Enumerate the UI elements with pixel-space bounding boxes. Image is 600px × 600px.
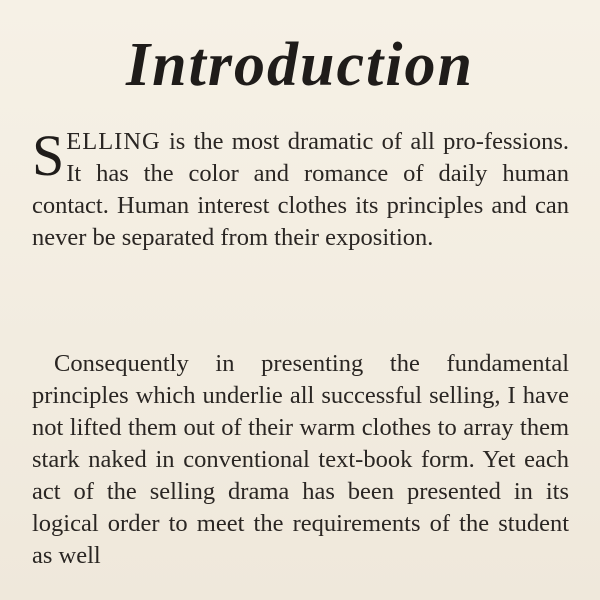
drop-cap: S [32,123,65,188]
paragraph-1-text: is the most dramatic of all pro‑fessions. It has the color and romance of daily human contact. Human interest clothes its principles and can never be separated from their exposition. [32,128,569,251]
page-title: Introduction [126,31,474,99]
small-caps-lead: ELLING [66,128,161,155]
paragraph-2: Consequently in presenting the fundamental principles which underlie all successful selling, I have not lifted them out of their warm clothes to array them stark naked in conventional text-book form. Yet each act of the selling drama has been presented in its logical order to meet the requirements of the student as well [32,350,569,569]
paragraph-1 [32,123,569,254]
